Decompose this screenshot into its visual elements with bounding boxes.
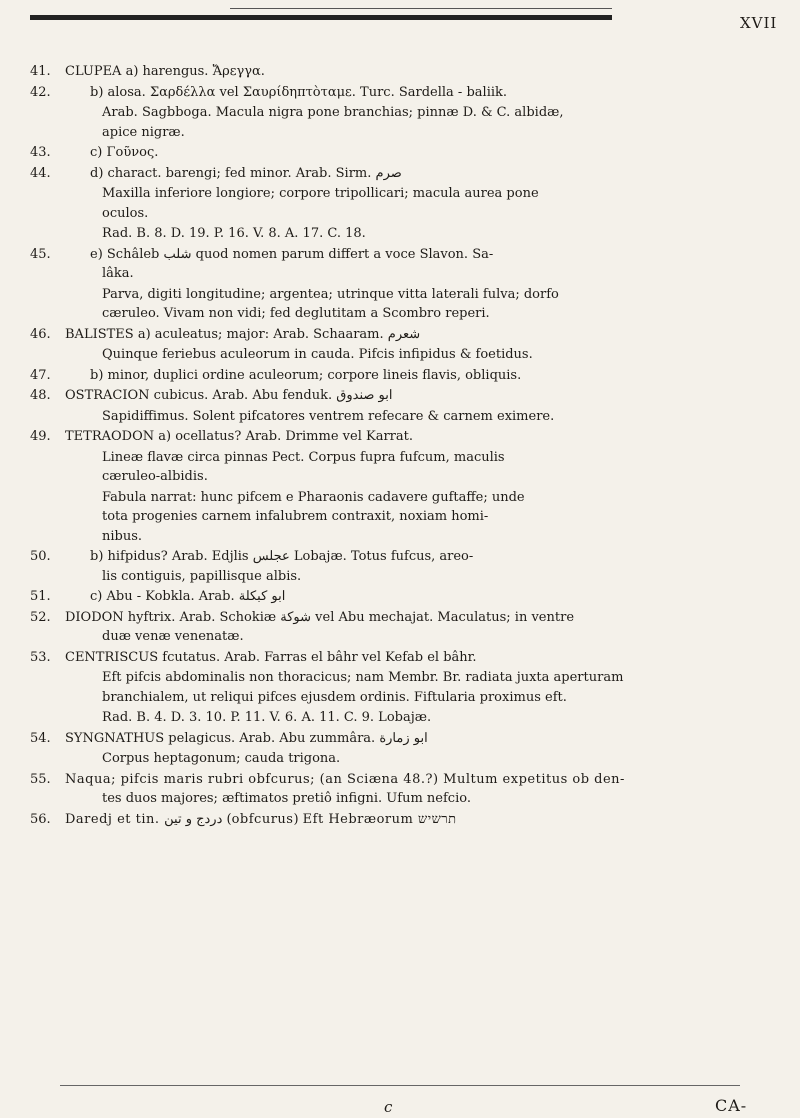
entry-line: apice nigræ.	[102, 124, 185, 140]
header-rule-thin	[230, 8, 612, 9]
entry-line: Rad. B. 4. D. 3. 10. P. 11. V. 6. A. 11. C. 9. Lobajæ.	[102, 710, 432, 725]
entry-line: duæ venæ venenatæ.	[102, 629, 244, 644]
entry-line: BALISTES a) aculeatus; major: Arab. Schaaram. شعرم	[65, 326, 421, 342]
entry-number: 55.	[30, 771, 51, 787]
entry-line: Arab. Sagbboga. Macula nigra pone branchias; pinnæ D. & C. albidæ,	[102, 105, 564, 120]
entry-49-fable	[0, 488, 800, 547]
entry-line: DIODON hyftrix. Arab. Schokiæ شوكة vel Abu mechajat. Maculatus; in ventre	[65, 609, 575, 625]
entry-line: c) Abu - Kobkla. Arab. ابو كبكلة	[90, 589, 286, 604]
entry-number: 44.	[30, 165, 51, 181]
entry-45	[0, 245, 800, 284]
entry-number: 52.	[30, 609, 51, 625]
entry-line: Naqua; pifcis maris rubri obfcurus; (an Sciæna 48.?) Multum expetitus ob den-	[65, 771, 625, 787]
entry-53	[0, 648, 800, 668]
entry-53-desc	[0, 668, 800, 707]
entry-line: TETRAODON a) ocellatus? Arab. Drimme vel Karrat.	[65, 429, 413, 444]
entry-42-desc	[0, 103, 800, 142]
entry-line: Maxilla inferiore longiore; corpore tripollicari; macula aurea pone	[102, 186, 539, 201]
entry-number: 41.	[30, 64, 51, 79]
entry-line: CENTRISCUS fcutatus. Arab. Farras el bâhr vel Kefab el bâhr.	[65, 649, 477, 665]
entry-50	[0, 547, 800, 586]
entry-44-rad	[0, 224, 800, 244]
entry-44-desc	[0, 184, 800, 223]
entry-54-desc	[0, 749, 800, 769]
entry-number: 45.	[30, 246, 51, 262]
entry-49	[0, 427, 800, 447]
entry-line: SYNGNATHUS pelagicus. Arab. Abu zummâra. ابو زمارة	[65, 730, 428, 746]
entry-number: 49.	[30, 429, 51, 444]
entry-47	[0, 366, 800, 386]
entry-line: oculos.	[102, 205, 149, 221]
entry-48-desc	[0, 407, 800, 427]
entry-number: 48.	[30, 388, 51, 403]
entry-42	[0, 83, 800, 103]
entry-49-desc	[0, 448, 800, 487]
entry-56	[0, 810, 800, 830]
entry-55	[0, 770, 800, 809]
entry-line: c) Γοῦνος.	[90, 145, 159, 160]
entry-number: 51.	[30, 589, 51, 604]
entry-45-desc	[0, 285, 800, 324]
catchword: CA-	[715, 1096, 748, 1115]
entry-line: Sapidiffimus. Solent pifcatores ventrem refecare & carnem eximere.	[102, 408, 555, 424]
entry-line: d) charact. barengi; fed minor. Arab. Sirm. صرم	[90, 165, 402, 181]
entry-number: 42.	[30, 84, 51, 100]
entry-line: tes duos majores; æftimatos pretiô infigni. Ufum nefcio.	[102, 791, 471, 806]
entry-52	[0, 608, 800, 647]
header-rule-thick	[30, 15, 612, 20]
signature-mark: c	[384, 1098, 393, 1116]
entry-54	[0, 729, 800, 749]
entry-number: 54.	[30, 730, 51, 746]
entry-line: cæruleo-albidis.	[102, 469, 208, 484]
entry-line: Parva, digiti longitudine; argentea; utrinque vitta laterali fulva; dorfo	[102, 286, 559, 302]
entry-number: 50.	[30, 549, 51, 564]
entry-46-desc	[0, 345, 800, 365]
entry-line: Eft pifcis abdominalis non thoracicus; nam Membr. Br. radiata juxta aperturam	[102, 670, 624, 685]
entry-46	[0, 325, 800, 345]
entry-number: 53.	[30, 649, 51, 665]
entry-line: tota progenies carnem infalubrem contraxit, noxiam homi-	[102, 509, 489, 524]
entry-48	[0, 386, 800, 406]
page-folio: XVII	[740, 14, 778, 32]
entry-line: lis contiguis, papillisque albis.	[102, 568, 302, 584]
entry-line: b) alosa. Σαρδέλλα vel Σαυρίδηπτὸταμε. Turc. Sardella - baliik.	[90, 84, 508, 100]
entry-number: 46.	[30, 326, 51, 342]
entry-line: Corpus heptagonum; cauda trigona.	[102, 751, 341, 766]
entry-line: lâka.	[102, 266, 134, 281]
entry-line: cæruleo. Vivam non vidi; fed deglutitam a Scombro reperi.	[102, 306, 490, 321]
entry-line: Fabula narrat: hunc pifcem e Pharaonis cadavere guftaffe; unde	[102, 489, 525, 505]
entry-line: Lineæ flavæ circa pinnas Pect. Corpus fupra fufcum, maculis	[102, 449, 505, 465]
entry-line: e) Schâleb شلب quod nomen parum differt a voce Slavon. Sa-	[90, 246, 494, 262]
page-body	[0, 62, 800, 830]
entry-line: nibus.	[102, 528, 143, 544]
entry-53-rad	[0, 708, 800, 728]
footer-rule	[60, 1085, 740, 1086]
entry-line: b) hifpidus? Arab. Edjlis عجلس Lobajæ. Totus fufcus, areo-	[90, 549, 474, 564]
entry-line: b) minor, duplici ordine aculeorum; corpore lineis flavis, obliquis.	[90, 367, 522, 383]
entry-43	[0, 143, 800, 163]
entry-line: Rad. B. 8. D. 19. P. 16. V. 8. A. 17. C. 18.	[102, 226, 366, 241]
entry-line: CLUPEA a) harengus. Ἄρεγγα.	[65, 64, 265, 79]
entry-line: Daredj et tin. دردج و تين (obfcurus) Eft Hebræorum תרשיש	[65, 811, 457, 827]
entry-line: branchialem, ut reliqui pifces ejusdem ordinis. Fiftularia proximus eft.	[102, 689, 567, 705]
entry-number: 43.	[30, 145, 51, 160]
entry-number: 47.	[30, 367, 51, 383]
entry-41	[0, 62, 800, 82]
entry-line: Quinque feriebus aculeorum in cauda. Pifcis infipidus & foetidus.	[102, 347, 533, 362]
entry-44	[0, 164, 800, 184]
entry-number: 56.	[30, 811, 51, 827]
entry-line: OSTRACION cubicus. Arab. Abu fenduk. ابو صندوق	[65, 388, 393, 403]
entry-51	[0, 587, 800, 607]
